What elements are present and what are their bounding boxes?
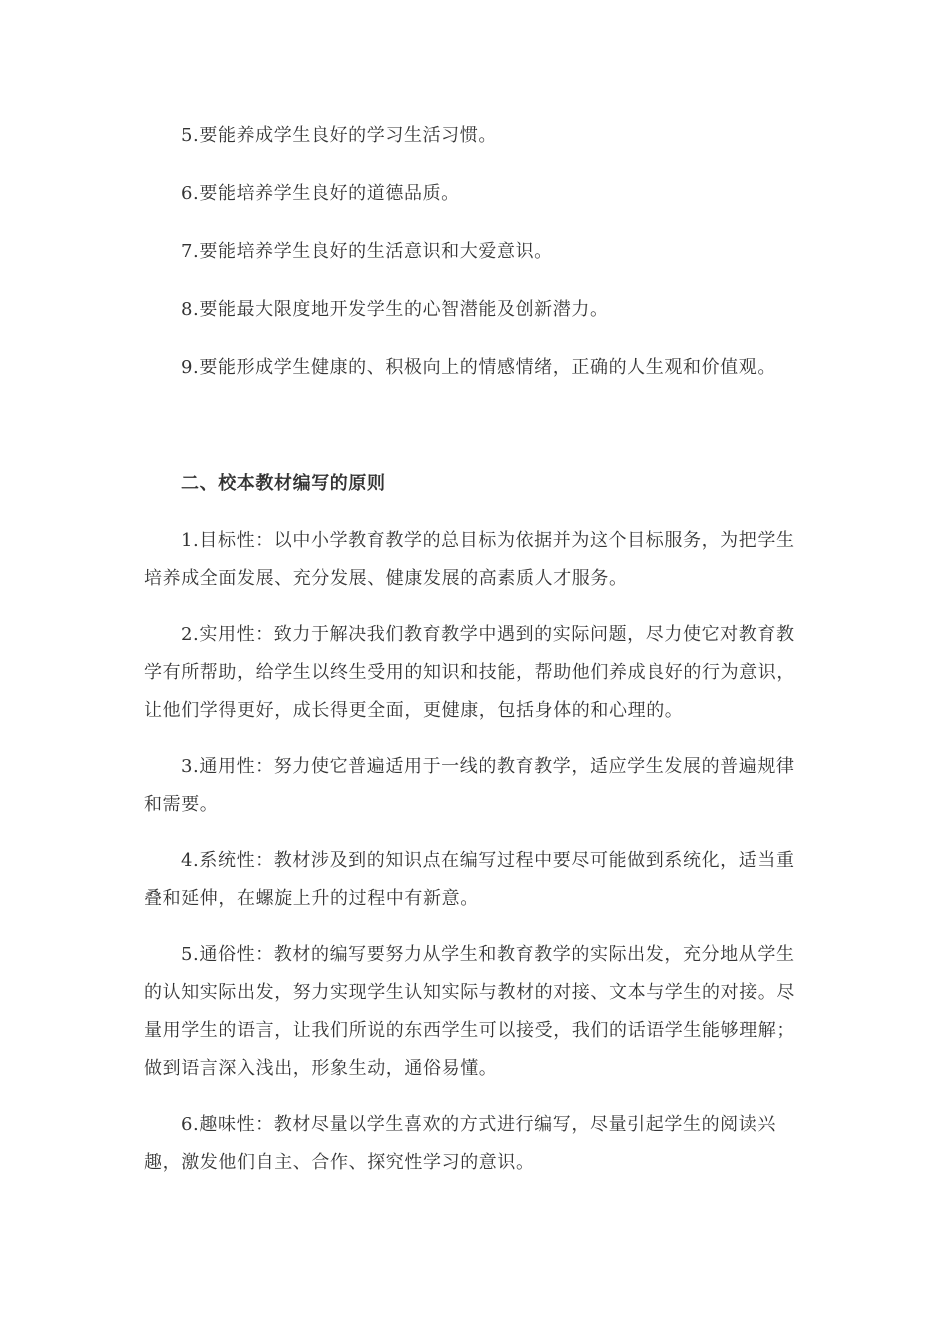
principle-item-4: 4.系统性：教材涉及到的知识点在编写过程中要尽可能做到系统化，适当重叠和延伸，在螺旋上升的过程中有新意。 [144,850,795,909]
document-body [144,118,806,1200]
principle-item-6: 6.趣味性：教材尽量以学生喜欢的方式进行编写，尽量引起学生的阅读兴趣，激发他们自主、合作、探究性学习的意识。 [144,1114,776,1173]
goal-item-6: 6.要能培养学生良好的道德品质。 [181,183,460,204]
principles-list [144,522,806,1182]
goal-item-7: 7.要能培养学生良好的生活意识和大爱意识。 [181,241,553,262]
section-heading: 二、校本教材编写的原则 [181,473,386,494]
goal-item-5: 5.要能养成学生良好的学习生活习惯。 [181,125,497,146]
principle-item-2: 2.实用性：致力于解决我们教育教学中遇到的实际问题，尽力使它对教育教学有所帮助，给学生以终生受用的知识和技能，帮助他们养成良好的行为意识，让他们学得更好，成长得更全面，更健康，包括身体的和心理的。 [144,624,795,721]
section-spacer [144,408,806,466]
goals-list [144,118,806,386]
principle-item-5: 5.通俗性：教材的编写要努力从学生和教育教学的实际出发，充分地从学生的认知实际出发，努力实现学生认知实际与教材的对接、文本与学生的对接。尽量用学生的语言，让我们所说的东西学生可以接受，我们的话语学生能够理解；做到语言深入浅出，形象生动，通俗易懂。 [144,944,795,1079]
goal-item-9: 9.要能形成学生健康的、积极向上的情感情绪，正确的人生观和价值观。 [181,357,776,378]
principle-item-3: 3.通用性：努力使它普遍适用于一线的教育教学，适应学生发展的普遍规律和需要。 [144,756,795,815]
principle-item-1: 1.目标性：以中小学教育教学的总目标为依据并为这个目标服务，为把学生培养成全面发展、充分发展、健康发展的高素质人才服务。 [144,530,795,589]
goal-item-8: 8.要能最大限度地开发学生的心智潜能及创新潜力。 [181,299,609,320]
